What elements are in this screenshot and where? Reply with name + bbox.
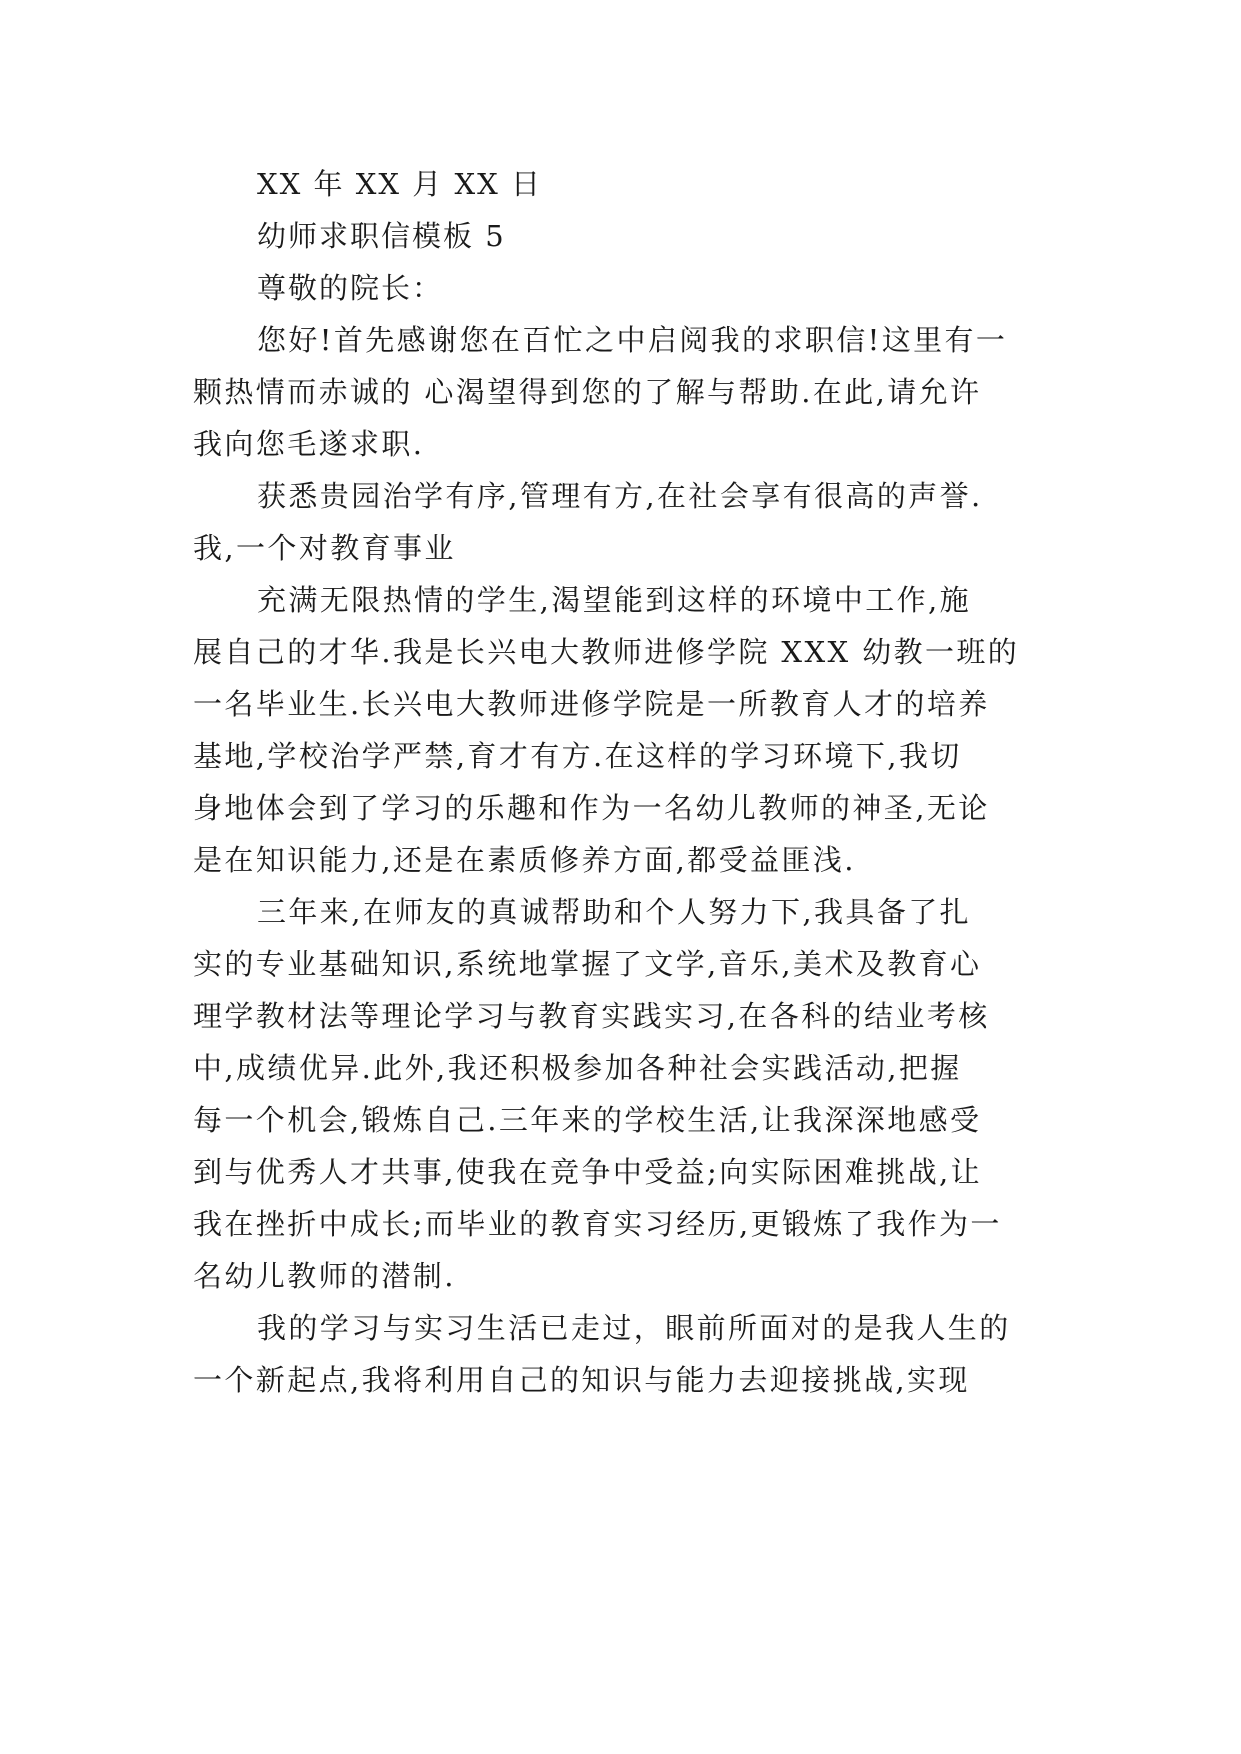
- paragraph-line: 我向您毛遂求职.: [193, 427, 425, 461]
- document-title: 幼师求职信模板 5: [257, 219, 506, 253]
- paragraph-line: 获悉贵园治学有序,管理有方,在社会享有很高的声誉.: [257, 479, 983, 513]
- date-line: XX 年 XX 月 XX 日: [257, 167, 542, 201]
- paragraph-future: [193, 1302, 1048, 1406]
- paragraph-line: 名幼儿教师的潜制.: [193, 1259, 456, 1293]
- paragraph-reputation: [193, 470, 1048, 574]
- paragraph-line: 您好!首先感谢您在百忙之中启阅我的求职信!这里有一: [257, 323, 1008, 357]
- paragraph-line: 中,成绩优异.此外,我还积极参加各种社会实践活动,把握: [193, 1051, 962, 1085]
- paragraph-line: 每一个机会,锻炼自己.三年来的学校生活,让我深深地感受: [193, 1103, 982, 1137]
- paragraph-line: 实的专业基础知识,系统地掌握了文学,音乐,美术及教育心: [193, 947, 982, 981]
- paragraph-line: 到与优秀人才共事,使我在竞争中受益;向实际困难挑战,让: [193, 1155, 983, 1189]
- paragraph-education: [193, 574, 1048, 886]
- paragraph-line: 我在挫折中成长;而毕业的教育实习经历,更锻炼了我作为一: [193, 1207, 1002, 1241]
- document-body: [193, 158, 1048, 1406]
- paragraph-greeting: [193, 314, 1048, 470]
- paragraph-line: 身地体会到了学习的乐趣和作为一名幼儿教师的神圣,无论: [193, 791, 990, 825]
- paragraph-experience: [193, 886, 1048, 1302]
- paragraph-line: 一名毕业生.长兴电大教师进修学院是一所教育人才的培养: [193, 687, 990, 721]
- paragraph-line: 理学教材法等理论学习与教育实践实习,在各科的结业考核: [193, 999, 990, 1033]
- paragraph-line: 颗热情而赤诚的 心渴望得到您的了解与帮助.在此,请允许: [193, 375, 982, 409]
- paragraph-line: 是在知识能力,还是在素质修养方面,都受益匪浅.: [193, 843, 856, 877]
- paragraph-line: 充满无限热情的学生,渴望能到这样的环境中工作,施: [257, 583, 972, 617]
- paragraph-line: 三年来,在师友的真诚帮助和个人努力下,我具备了扎: [257, 895, 972, 929]
- paragraph-line: 我的学习与实习生活已走过，眼前所面对的是我人生的: [257, 1311, 1011, 1345]
- paragraph-line: 我,一个对教育事业: [193, 531, 456, 565]
- paragraph-line: 基地,学校治学严禁,育才有方.在这样的学习环境下,我切: [193, 739, 962, 773]
- paragraph-line: 展自己的才华.我是长兴电大教师进修学院 XXX 幼教一班的: [193, 635, 1020, 669]
- paragraph-line: 一个新起点,我将利用自己的知识与能力去迎接挑战,实现: [193, 1363, 970, 1397]
- salutation: 尊敬的院长：: [257, 271, 444, 305]
